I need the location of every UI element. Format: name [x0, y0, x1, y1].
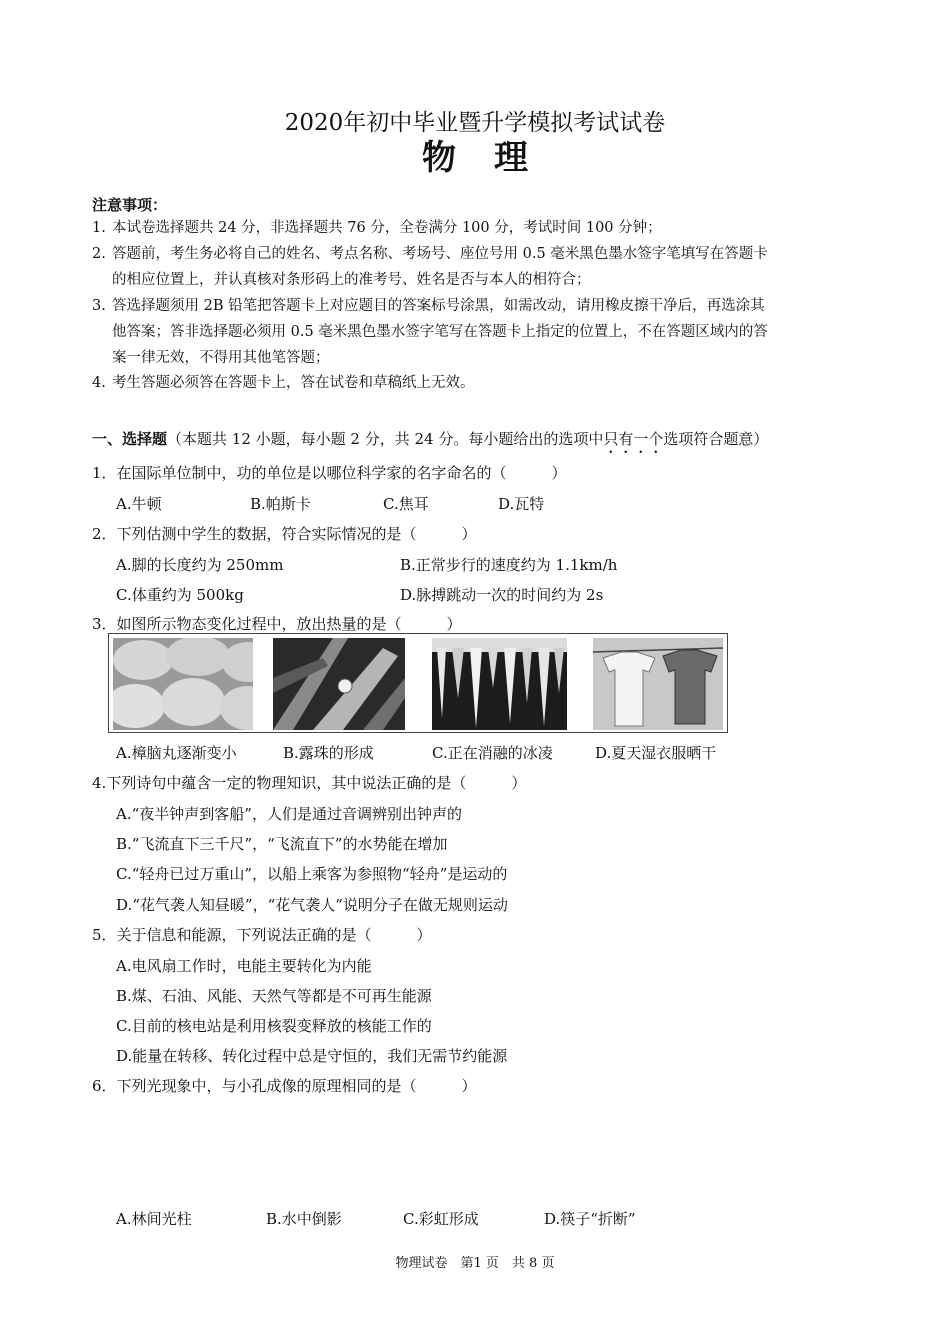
q3-option-b: B.露珠的形成	[283, 744, 374, 762]
question-2	[92, 523, 477, 544]
question-text: 关于信息和能源，下列说法正确的是（ ）	[116, 926, 432, 944]
q4-option-d: D.“花气袭人知昼暖”，“花气袭人”说明分子在做无规则运动	[116, 896, 508, 914]
drying-clothes-image	[593, 638, 723, 730]
notes-heading: 注意事项：	[92, 196, 168, 214]
note-line: 考生答题必须答在答题卡上，答在试卷和草稿纸上无效。	[112, 375, 475, 391]
q2-option-b: B.正常步行的速度约为 1.1km/h	[400, 556, 618, 574]
exam-title: 2020年初中毕业暨升学模拟考试试卷	[284, 110, 666, 136]
q5-option-a: A.电风扇工作时，电能主要转化为内能	[116, 957, 372, 975]
question-5	[92, 924, 432, 945]
note-item-3	[92, 293, 862, 371]
q5-option-b: B.煤、石油、风能、天然气等都是不可再生能源	[116, 987, 432, 1005]
section-desc-end: 选项符合题意）	[663, 430, 769, 448]
q5-option-c: C.目前的核电站是利用核裂变释放的核能工作的	[116, 1017, 432, 1035]
note-line: 答题前，考生务必将自己的姓名、考点名称、考场号、座位号用 0.5 毫米黑色墨水签字笔填写在答题卡	[112, 246, 768, 262]
q6-option-b: B.水中倒影	[266, 1210, 342, 1228]
camphor-balls-image	[113, 638, 253, 730]
question-num: 4.	[92, 774, 107, 792]
question-num: 3．	[92, 615, 117, 633]
q4-option-a: A.“夜半钟声到客船”，人们是通过音调辨别出钟声的	[116, 805, 462, 823]
q4-option-b: B.“飞流直下三千尺”，“飞流直下”的水势能在增加	[116, 835, 448, 853]
q2-option-d: D.脉搏跳动一次的时间约为 2s	[400, 586, 604, 604]
q4-option-c: C.“轻舟已过万重山”，以船上乘客为参照物“轻舟”是运动的	[116, 865, 508, 883]
q5-option-d: D.能量在转移、转化过程中总是守恒的，我们无需节约能源	[116, 1047, 508, 1065]
q1-option-b: B.帕斯卡	[250, 495, 311, 513]
note-num: 1.	[92, 220, 106, 236]
question-num: 1．	[92, 464, 117, 482]
page-footer: 物理试卷 第1 页 共 8 页	[395, 1256, 555, 1271]
icicles-image	[432, 638, 567, 730]
question-text: 在国际单位制中，功的单位是以哪位科学家的名字命名的（ ）	[116, 464, 567, 482]
note-item-1	[92, 215, 862, 241]
question-6	[92, 1075, 477, 1096]
q3-option-a: A.樟脑丸逐渐变小	[116, 744, 237, 762]
question-4	[92, 772, 526, 793]
note-line: 他答案；答非选择题必须用 0.5 毫米黑色墨水签字笔写在答题卡上指定的位置上，不在答题区域内的答	[112, 324, 768, 340]
note-line: 本试卷选择题共 24 分，非选择题共 76 分，全卷满分 100 分，考试时间 100 分钟；	[112, 220, 662, 236]
question-text: 下列诗句中蕴含一定的物理知识，其中说法正确的是（ ）	[106, 774, 527, 792]
note-num: 3.	[92, 298, 106, 314]
q1-option-a: A.牛顿	[116, 495, 162, 513]
subject-title: 物理	[422, 138, 566, 178]
q3-option-c: C.正在消融的冰凌	[432, 744, 553, 762]
q1-option-d: D.瓦特	[498, 495, 545, 513]
dew-drop-image	[273, 638, 405, 730]
note-line: 答选择题须用 2B 铅笔把答题卡上对应题目的答案标号涂黑，如需改动，请用橡皮擦干净后，再选涂其	[112, 298, 765, 314]
section-desc: （本题共 12 小题，每小题 2 分，共 24 分。每小题给出的选项中	[167, 430, 604, 448]
note-line: 案一律无效，不得用其他笔答题；	[112, 350, 330, 366]
question-text: 下列光现象中，与小孔成像的原理相同的是（ ）	[116, 1077, 477, 1095]
note-item-2	[92, 241, 862, 293]
q1-option-c: C.焦耳	[383, 495, 429, 513]
q2-option-c: C.体重约为 500kg	[116, 586, 244, 604]
note-num: 2.	[92, 246, 106, 262]
note-line: 的相应位置上，并认真核对条形码上的准考号、姓名是否与本人的相符合；	[112, 272, 591, 288]
section-title: 一、选择题	[92, 430, 168, 448]
section-emphasis: 只有一个	[603, 430, 664, 448]
q6-option-c: C.彩虹形成	[403, 1210, 479, 1228]
question-3	[92, 613, 462, 634]
figure-strip	[108, 633, 728, 733]
note-num: 4.	[92, 375, 106, 391]
question-1	[92, 462, 567, 483]
q6-option-a: A.林间光柱	[116, 1210, 192, 1228]
question-text: 下列估测中学生的数据，符合实际情况的是（ ）	[116, 525, 477, 543]
question-num: 5．	[92, 926, 117, 944]
question-num: 6．	[92, 1077, 117, 1095]
note-item-4	[92, 370, 862, 396]
q3-option-d: D.夏天湿衣服晒干	[595, 744, 717, 762]
question-num: 2．	[92, 525, 117, 543]
q6-option-d: D.筷子“折断”	[544, 1210, 636, 1228]
section-heading	[92, 428, 768, 457]
q2-option-a: A.脚的长度约为 250mm	[116, 556, 284, 574]
question-text: 如图所示物态变化过程中，放出热量的是（ ）	[116, 615, 462, 633]
